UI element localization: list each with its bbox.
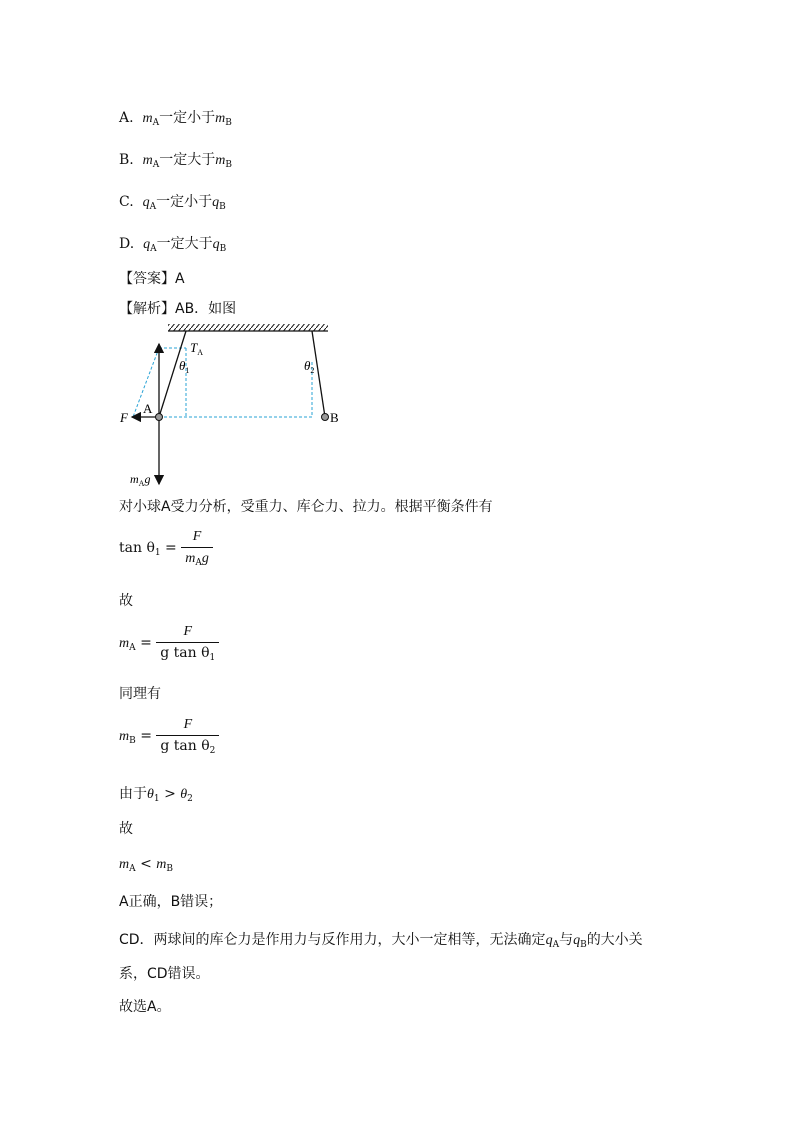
ball-a: [156, 414, 163, 421]
weight-label: $m_Ag$: [130, 472, 151, 487]
text-youyu: 由于$\theta_1 > \theta_2$: [119, 786, 193, 804]
construction-lines: [133, 348, 315, 417]
result-inequality: $m_A < m_B$: [119, 856, 174, 874]
theta2-label: $\theta_2$: [304, 358, 315, 375]
force-label: F: [120, 410, 128, 425]
equation-mA: $m_A$ = $\frac{F}{g \tan \theta_1}$: [119, 624, 219, 663]
text-cd-conclusion: 系，CD错误。: [119, 966, 210, 982]
text-tongli: 同理有: [119, 686, 161, 702]
ceiling-hatch: [168, 324, 328, 331]
force-diagram: [116, 322, 346, 487]
tension-label: $T_A$: [190, 340, 204, 357]
text-final-answer: 故选A。: [119, 999, 171, 1015]
option-b: B. $m_A$一定大于$m_B$: [119, 152, 233, 170]
theta1-label: $\theta_1$: [179, 358, 190, 375]
text-gu-2: 故: [119, 821, 133, 837]
text-gu-1: 故: [119, 593, 133, 609]
option-a: A. $m_A$一定小于$m_B$: [119, 110, 232, 128]
option-c: C. $q_A$一定小于$q_B$: [119, 194, 226, 212]
ball-b-label: B: [330, 410, 339, 425]
text-cd-analysis: CD．两球间的库仑力是作用力与反作用力，大小一定相等，无法确定$q_A$与$q_B$的大小关: [119, 932, 643, 950]
option-d: D. $q_A$一定大于$q_B$: [119, 236, 227, 254]
equation-mB: $m_B$ = $\frac{F}{g \tan \theta_2}$: [119, 717, 219, 756]
ball-b: [322, 414, 329, 421]
ball-a-label: A: [143, 401, 153, 416]
answer-line: 【答案】A: [119, 271, 185, 287]
analysis-line: 【解析】AB．如图: [119, 301, 237, 317]
equation-tan-theta1: $\tan \theta_1$ = $\frac{F}{m_Ag}$: [119, 529, 213, 568]
para-force-analysis: 对小球A受力分析，受重力、库仑力、拉力。根据平衡条件有: [119, 499, 493, 515]
text-ab-conclusion: A正确，B错误；: [119, 894, 223, 910]
string-a: [159, 331, 186, 417]
